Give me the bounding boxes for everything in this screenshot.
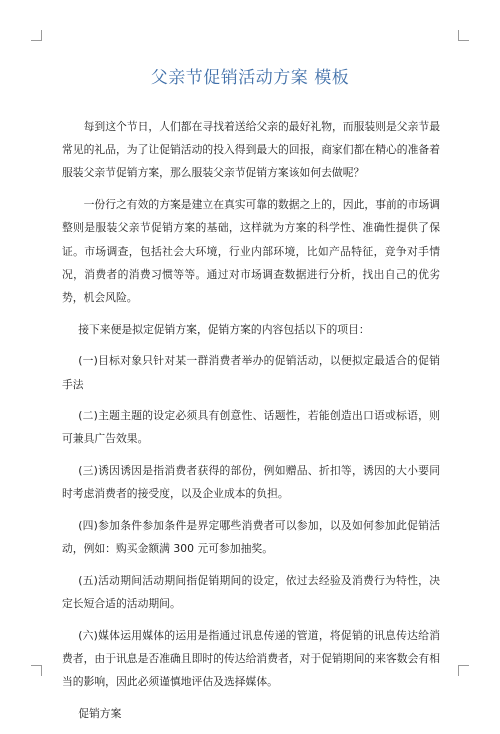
paragraph-intro: 每到这个节日，人们都在寻找着送给父亲的最好礼物，而服装则是父亲节最常见的礼品，为了让促销活动的投入得到最大的回报，商家们都在精心的准备着服装父亲节促销方案，那么服装父亲节促销方案该如何去做呢？ <box>62 120 440 180</box>
list-item-theme: (二)主题主题的设定必须具有创意性、话题性，若能创造出口语或标语，则可兼具广告效果。 <box>62 409 440 446</box>
page-corner-mark-bottom-left <box>31 665 42 676</box>
list-item-incentive: (三)诱因诱因是指消费者获得的部份，例如赠品、折扣等，诱因的大小要同时考虑消费者的接受度，以及企业成本的负担。 <box>62 464 440 501</box>
paragraph-market-research: 一份行之有效的方案是建立在真实可靠的数据之上的，因此，事前的市场调整则是服装父亲节促销方案的基础，这样就为方案的科学性、准确性提供了保证。市场调查，包括社会大环境，行业内部环境，比如产品特征，竞争对手情况，消费者的消费习惯等等。通过对市场调查数据进行分析，找出自己的优劣势，机会风险。 <box>62 198 440 304</box>
document-body <box>62 115 440 734</box>
section-heading-promotion-plan: 促销方案 <box>78 706 122 720</box>
paragraph-plan-items-intro: 接下来便是拟定促销方案，促销方案的内容包括以下的项目： <box>78 322 370 336</box>
page-corner-mark-top-left <box>31 30 42 41</box>
list-item-period: (五)活动期间活动期间指促销期间的设定，依过去经验及消费行为特性，决定长短合适的活动期间。 <box>62 573 440 611</box>
list-item-target: (一)目标对象只针对某一群消费者举办的促销活动，以便拟定最适合的促销手法 <box>62 354 440 391</box>
list-item-media: (六)媒体运用媒体的运用是指通过讯息传递的管道，将促销的讯息传达给消费者，由于讯息是否准确且即时的传达给消费者，对于促销期间的来客数会有相当的影响，因此必须谨慎地评估及选择媒体。 <box>62 628 440 689</box>
page-corner-mark-bottom-right <box>458 665 469 676</box>
list-item-conditions: (四)参加条件参加条件是界定哪些消费者可以参加，以及如何参加此促销活动，例如：购买金额满 300 元可参加抽奖。 <box>62 519 440 556</box>
document-title: 父亲节促销活动方案 模板 <box>150 68 350 88</box>
page-corner-mark-top-right <box>458 30 469 41</box>
